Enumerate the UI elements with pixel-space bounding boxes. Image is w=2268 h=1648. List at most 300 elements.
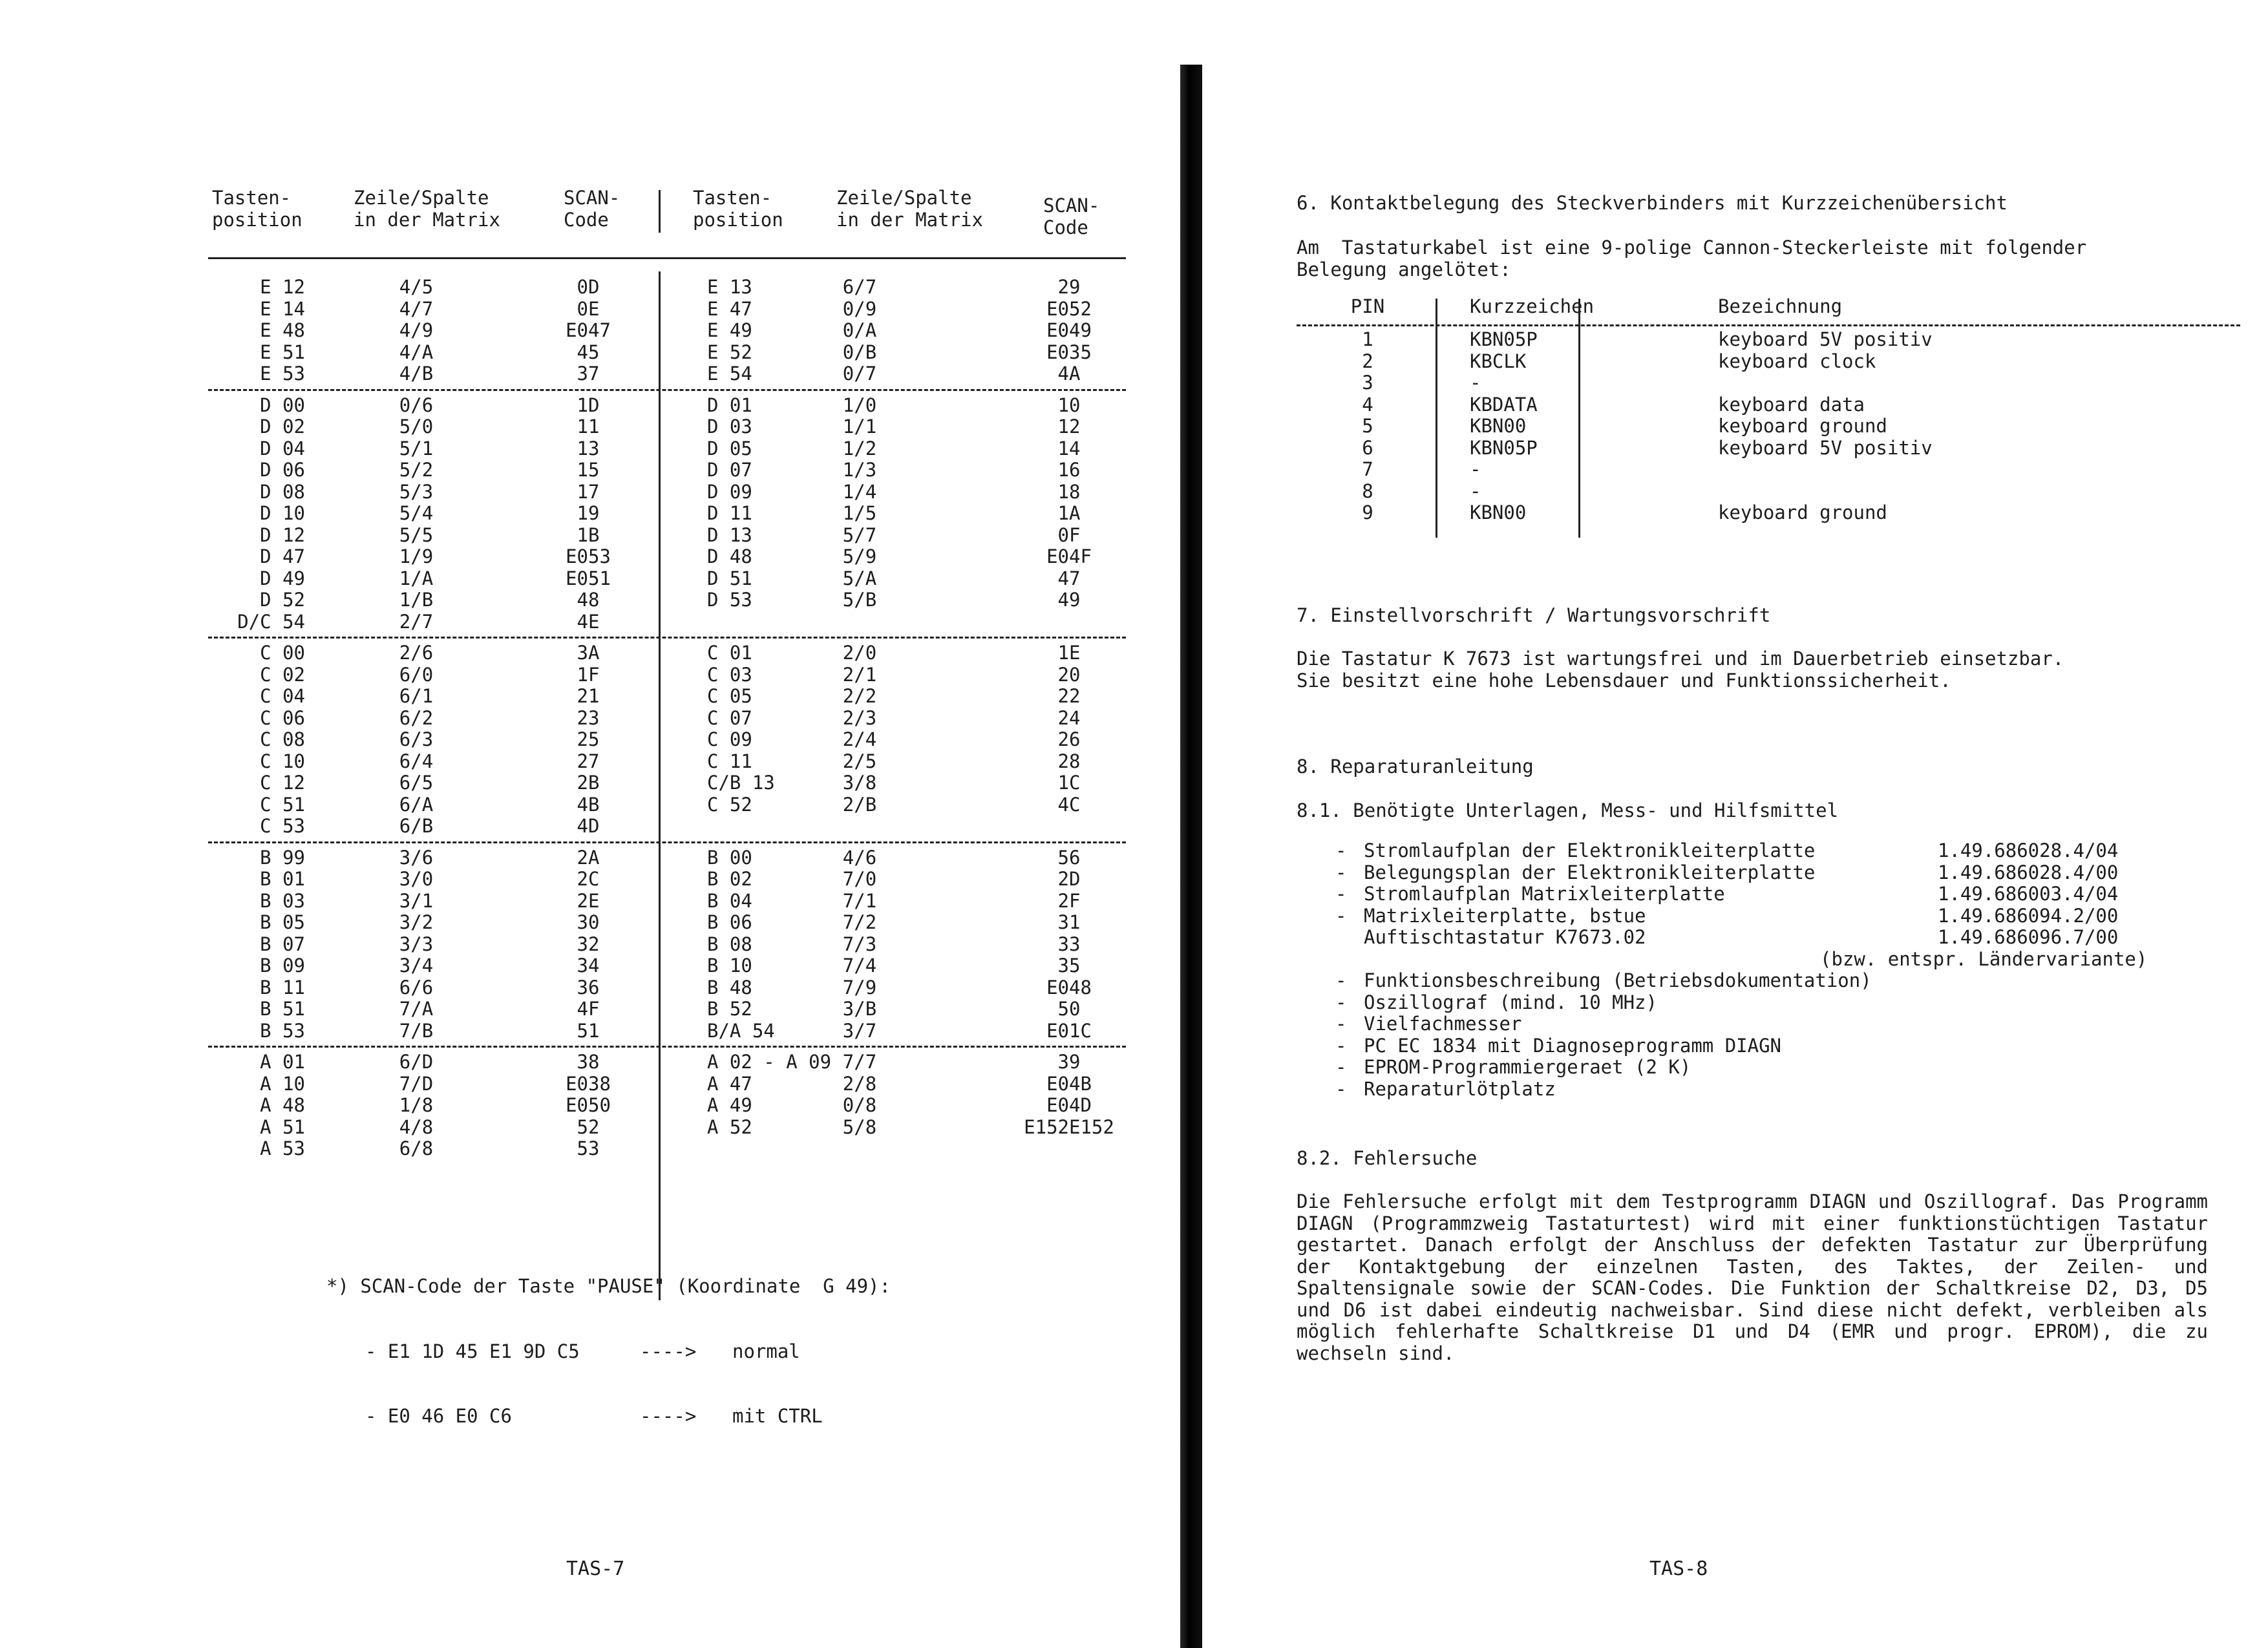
table-row bbox=[208, 546, 1126, 568]
table-row bbox=[208, 772, 1126, 794]
key-position-2: C 03 bbox=[707, 663, 752, 686]
key-position-2: C 01 bbox=[707, 642, 752, 664]
scan-code: 53 bbox=[577, 1137, 600, 1159]
matrix-position-2: 0/B bbox=[842, 341, 877, 363]
pin-header-bezeichnung: Bezeichnung bbox=[1718, 295, 1843, 317]
matrix-position-2: 1/2 bbox=[842, 437, 877, 460]
section-8-1-title: 8.1. Benötigte Unterlagen, Mess- und Hilfsmittel bbox=[1297, 799, 1839, 821]
pin-bezeichnung: keyboard 5V positiv bbox=[1718, 328, 1933, 350]
table-row bbox=[208, 816, 1126, 838]
scan-code-2: 4A bbox=[1057, 363, 1081, 385]
key-position-2: A 49 bbox=[707, 1094, 752, 1116]
pin-header-kurzzeichen: Kurzzeichen bbox=[1470, 295, 1595, 317]
key-position-2: D 01 bbox=[707, 394, 752, 416]
pin-row bbox=[1297, 481, 2240, 503]
table-row bbox=[208, 363, 1126, 385]
matrix-position: 1/9 bbox=[399, 545, 434, 567]
key-position: D 04 bbox=[260, 437, 305, 460]
table-group bbox=[208, 389, 1126, 633]
scan-code: 37 bbox=[577, 363, 600, 385]
key-position-2: B 52 bbox=[707, 998, 752, 1020]
scan-code-2: E052 bbox=[1046, 297, 1092, 320]
matrix-position-2: 1/0 bbox=[842, 394, 877, 416]
section-8-title: 8. Reparaturanleitung bbox=[1297, 755, 1534, 777]
section-8-2-title: 8.2. Fehlersuche bbox=[1297, 1147, 1478, 1169]
key-position: B 51 bbox=[260, 998, 305, 1020]
matrix-position: 6/B bbox=[399, 815, 434, 837]
variant-note: (bzw. entspr. Ländervariante) bbox=[1820, 947, 2148, 970]
scan-code: 19 bbox=[577, 502, 600, 524]
key-position-2: E 13 bbox=[707, 276, 752, 298]
table-row bbox=[208, 1138, 1126, 1160]
key-position-2: E 47 bbox=[707, 297, 752, 320]
key-position-2: B 08 bbox=[707, 933, 752, 955]
key-position: C 06 bbox=[260, 706, 305, 729]
matrix-position: 3/4 bbox=[399, 955, 434, 977]
pin-row bbox=[1297, 372, 2240, 394]
footnote-line-1: *) SCAN-Code der Taste "PAUSE" (Koordinate G 49): bbox=[326, 1275, 891, 1297]
key-position: E 12 bbox=[260, 276, 305, 298]
scan-code: 4D bbox=[577, 815, 600, 837]
scan-code-2: 35 bbox=[1057, 955, 1081, 977]
key-position-2: C 05 bbox=[707, 685, 752, 707]
pin-bezeichnung: keyboard data bbox=[1718, 393, 1865, 416]
key-position: B 11 bbox=[260, 976, 305, 998]
key-position: A 01 bbox=[260, 1051, 305, 1073]
scan-code: 30 bbox=[577, 911, 600, 933]
scan-code-2: 1E bbox=[1057, 642, 1081, 664]
table-row bbox=[208, 1073, 1126, 1095]
key-position: E 14 bbox=[260, 297, 305, 320]
list-dash: - bbox=[1335, 1013, 1347, 1035]
matrix-position: 6/1 bbox=[399, 685, 434, 707]
footnote-code-ctrl: - E0 46 E0 C6 bbox=[365, 1405, 512, 1427]
scan-code: 4E bbox=[577, 610, 600, 633]
scan-code: 2B bbox=[577, 772, 600, 794]
pin-kurzzeichen: KBN00 bbox=[1470, 415, 1527, 437]
key-position-2: D 11 bbox=[707, 502, 752, 524]
pin-number: 9 bbox=[1362, 502, 1373, 523]
key-position-2: C 07 bbox=[707, 706, 752, 729]
scan-code-2: 12 bbox=[1057, 416, 1081, 438]
scan-code: 15 bbox=[577, 459, 600, 481]
matrix-position: 3/0 bbox=[399, 868, 434, 890]
key-position: A 48 bbox=[260, 1094, 305, 1116]
matrix-position-2: 0/7 bbox=[842, 363, 877, 385]
scan-code: 17 bbox=[577, 480, 600, 503]
table-header bbox=[208, 187, 1126, 252]
matrix-position-2: 1/3 bbox=[842, 459, 877, 481]
matrix-position-2: 5/A bbox=[842, 567, 877, 589]
scan-code-2: 2D bbox=[1057, 868, 1081, 890]
header-scan-code: SCAN- Code bbox=[564, 187, 620, 231]
matrix-position-2: 2/1 bbox=[842, 663, 877, 686]
matrix-position-2: 7/7 bbox=[842, 1051, 877, 1073]
section-7-text: Die Tastatur K 7673 ist wartungsfrei und im Dauerbetrieb einsetzbar. Sie besitzt eine hohe Lebensdauer und Funktionssicherheit. bbox=[1297, 648, 2064, 692]
header-rule bbox=[208, 257, 1126, 259]
matrix-position-2: 0/A bbox=[842, 319, 877, 341]
key-position: B 53 bbox=[260, 1019, 305, 1042]
matrix-position: 6/D bbox=[399, 1051, 434, 1073]
pin-table-header bbox=[1297, 296, 2240, 322]
matrix-position-2: 7/9 bbox=[842, 976, 877, 998]
scan-code: 1F bbox=[577, 663, 600, 686]
tool-name: Funktionsbeschreibung (Betriebsdokumentation) bbox=[1364, 969, 1872, 991]
key-position-2: E 54 bbox=[707, 363, 752, 385]
key-position: C 12 bbox=[260, 772, 305, 794]
table-row bbox=[208, 503, 1126, 525]
key-position: D 00 bbox=[260, 394, 305, 416]
key-position: C 51 bbox=[260, 793, 305, 816]
pin-row bbox=[1297, 459, 2240, 481]
table-row bbox=[208, 320, 1126, 342]
scan-code-2: E04D bbox=[1046, 1094, 1092, 1116]
scan-code: 4F bbox=[577, 998, 600, 1020]
matrix-position: 6/0 bbox=[399, 663, 434, 686]
matrix-position-2: 2/5 bbox=[842, 750, 877, 772]
scan-code-2: 18 bbox=[1057, 480, 1081, 503]
table-body bbox=[208, 277, 1126, 1160]
matrix-position: 3/3 bbox=[399, 933, 434, 955]
key-position: A 10 bbox=[260, 1072, 305, 1095]
page-number-right: TAS-8 bbox=[1649, 1558, 1708, 1580]
matrix-position-2: 3/B bbox=[842, 998, 877, 1020]
scan-code: 36 bbox=[577, 976, 600, 998]
scan-code-2: 22 bbox=[1057, 685, 1081, 707]
key-position: E 53 bbox=[260, 363, 305, 385]
tool-name: Vielfachmesser bbox=[1364, 1013, 1522, 1035]
matrix-position: 1/8 bbox=[399, 1094, 434, 1116]
matrix-position-2: 7/4 bbox=[842, 955, 877, 977]
matrix-position-2: 5/7 bbox=[842, 523, 877, 546]
right-page bbox=[1202, 0, 2268, 1648]
table-row bbox=[208, 481, 1126, 503]
matrix-position: 3/1 bbox=[399, 889, 434, 912]
header-tastenposition-2: Tasten- position bbox=[693, 187, 783, 231]
matrix-position: 6/6 bbox=[399, 976, 434, 998]
table-group bbox=[208, 1046, 1126, 1160]
document-name: Auftischtastatur K7673.02 bbox=[1364, 926, 1646, 948]
key-position: C 10 bbox=[260, 750, 305, 772]
matrix-position: 4/9 bbox=[399, 319, 434, 341]
table-row bbox=[208, 460, 1126, 481]
list-dash: - bbox=[1335, 861, 1347, 883]
matrix-position: 7/B bbox=[399, 1019, 434, 1042]
scan-code: 1D bbox=[577, 394, 600, 416]
matrix-position-2: 1/4 bbox=[842, 480, 877, 503]
scan-code-2: E048 bbox=[1046, 976, 1092, 998]
key-position: C 00 bbox=[260, 642, 305, 664]
table-row bbox=[208, 869, 1126, 891]
key-position-2: D 07 bbox=[707, 459, 752, 481]
scan-code: 34 bbox=[577, 955, 600, 977]
scan-code-2: 0F bbox=[1057, 523, 1081, 546]
scan-code: E050 bbox=[566, 1094, 611, 1116]
table-row bbox=[208, 794, 1126, 816]
key-position: D 06 bbox=[260, 459, 305, 481]
scan-code: 2E bbox=[577, 889, 600, 912]
scan-code-2: 56 bbox=[1057, 846, 1081, 869]
key-position: C 53 bbox=[260, 815, 305, 837]
scan-code: 38 bbox=[577, 1051, 600, 1073]
matrix-position-2: 7/0 bbox=[842, 868, 877, 890]
scan-code-2: 33 bbox=[1057, 933, 1081, 955]
key-position-2: D 13 bbox=[707, 523, 752, 546]
document-name: Stromlaufplan Matrixleiterplatte bbox=[1364, 883, 1725, 905]
table-group bbox=[208, 277, 1126, 385]
pin-row bbox=[1297, 438, 2240, 460]
matrix-position: 2/6 bbox=[399, 642, 434, 664]
scan-code-2: 10 bbox=[1057, 394, 1081, 416]
table-row bbox=[208, 934, 1126, 956]
table-row bbox=[208, 1095, 1126, 1117]
key-position-2: E 52 bbox=[707, 341, 752, 363]
document-name: Matrixleiterplatte, bstue bbox=[1364, 904, 1646, 927]
matrix-position-2: 2/3 bbox=[842, 706, 877, 729]
key-position: B 05 bbox=[260, 911, 305, 933]
table-row bbox=[208, 955, 1126, 977]
document-number: 1.49.686003.4/04 bbox=[1938, 883, 2119, 905]
key-position-2: D 53 bbox=[707, 589, 752, 611]
key-position: E 48 bbox=[260, 319, 305, 341]
key-position-2: D 05 bbox=[707, 437, 752, 460]
key-position-2: C 52 bbox=[707, 793, 752, 816]
section-6-title: 6. Kontaktbelegung des Steckverbinders mit Kurzzeichenübersicht bbox=[1297, 192, 2008, 214]
key-position-2: A 52 bbox=[707, 1115, 752, 1138]
scan-code-2: 16 bbox=[1057, 459, 1081, 481]
matrix-position: 6/3 bbox=[399, 728, 434, 750]
scan-code: 0E bbox=[577, 297, 600, 320]
key-position-2: C/B 13 bbox=[707, 772, 775, 794]
matrix-position-2: 5/B bbox=[842, 589, 877, 611]
table-row bbox=[208, 1117, 1126, 1139]
table-row bbox=[208, 438, 1126, 460]
pin-number: 6 bbox=[1362, 436, 1373, 459]
key-position-2: D 09 bbox=[707, 480, 752, 503]
footnote-arrow-1: ----> bbox=[640, 1340, 697, 1362]
scan-code: 1B bbox=[577, 523, 600, 546]
matrix-position-2: 5/8 bbox=[842, 1115, 877, 1138]
pin-row bbox=[1297, 502, 2240, 524]
matrix-position-2: 3/7 bbox=[842, 1019, 877, 1042]
key-position: B 03 bbox=[260, 889, 305, 912]
scan-code: 21 bbox=[577, 685, 600, 707]
footnote-mode-ctrl: mit CTRL bbox=[732, 1405, 823, 1427]
key-position-2: D 51 bbox=[707, 567, 752, 589]
list-dash: - bbox=[1335, 991, 1347, 1013]
section-7-title: 7. Einstellvorschrift / Wartungsvorschrift bbox=[1297, 604, 1771, 626]
scan-code-2: 1A bbox=[1057, 502, 1081, 524]
pin-kurzzeichen: - bbox=[1470, 458, 1481, 480]
scan-code: 2C bbox=[577, 868, 600, 890]
header-tastenposition: Tasten- position bbox=[212, 187, 302, 231]
scan-code: 45 bbox=[577, 341, 600, 363]
scan-code-2: E035 bbox=[1046, 341, 1092, 363]
table-row bbox=[208, 342, 1126, 364]
document-number: 1.49.686094.2/00 bbox=[1938, 904, 2119, 927]
scan-code: 27 bbox=[577, 750, 600, 772]
matrix-position: 1/A bbox=[399, 567, 434, 589]
table-row bbox=[208, 642, 1126, 664]
scan-code: E047 bbox=[566, 319, 611, 341]
key-position-2: C 09 bbox=[707, 728, 752, 750]
matrix-position-2: 7/3 bbox=[842, 933, 877, 955]
table-row bbox=[208, 1020, 1126, 1042]
matrix-position-2: 2/4 bbox=[842, 728, 877, 750]
scan-code-2: 49 bbox=[1057, 589, 1081, 611]
matrix-position: 6/A bbox=[399, 793, 434, 816]
pin-table bbox=[1297, 296, 2240, 524]
scan-code: 4B bbox=[577, 793, 600, 816]
document-name: Stromlaufplan der Elektronikleiterplatte bbox=[1364, 840, 1816, 861]
table-row bbox=[208, 611, 1126, 633]
list-dash: - bbox=[1335, 1077, 1347, 1100]
matrix-position: 3/6 bbox=[399, 846, 434, 869]
scan-code-2: 39 bbox=[1057, 1051, 1081, 1073]
pin-number: 5 bbox=[1362, 415, 1373, 437]
document-number: 1.49.686096.7/00 bbox=[1938, 926, 2119, 948]
matrix-position-2: 0/9 bbox=[842, 297, 877, 320]
matrix-position-2: 2/0 bbox=[842, 642, 877, 664]
scan-code-2: E04B bbox=[1046, 1072, 1092, 1095]
pin-number: 7 bbox=[1362, 458, 1373, 480]
matrix-position: 5/2 bbox=[399, 459, 434, 481]
matrix-position-2: 7/1 bbox=[842, 889, 877, 912]
footnote bbox=[326, 1232, 891, 1471]
key-position-2: D 48 bbox=[707, 545, 752, 567]
key-position: B 07 bbox=[260, 933, 305, 955]
scan-code-2: 24 bbox=[1057, 706, 1081, 729]
matrix-position: 2/7 bbox=[399, 610, 434, 633]
table-row bbox=[208, 751, 1126, 773]
scan-code: E038 bbox=[566, 1072, 611, 1095]
scan-code-2: 20 bbox=[1057, 663, 1081, 686]
header-zeile-spalte-2: Zeile/Spalte in der Matrix bbox=[836, 187, 983, 231]
scan-code-2: E01C bbox=[1046, 1019, 1092, 1042]
footnote-mode-normal: normal bbox=[732, 1340, 800, 1362]
scan-code: 23 bbox=[577, 706, 600, 729]
scan-code: 13 bbox=[577, 437, 600, 460]
tool-name: Reparaturlötplatz bbox=[1364, 1077, 1556, 1100]
matrix-position-2: 7/2 bbox=[842, 911, 877, 933]
key-position-2: B 10 bbox=[707, 955, 752, 977]
table-row bbox=[208, 277, 1126, 299]
pin-number: 4 bbox=[1362, 393, 1373, 416]
table-row bbox=[208, 729, 1126, 751]
matrix-position-2: 0/8 bbox=[842, 1094, 877, 1116]
pin-kurzzeichen: KBN00 bbox=[1470, 502, 1527, 523]
scan-code-2: 14 bbox=[1057, 437, 1081, 460]
scan-code: 3A bbox=[577, 642, 600, 664]
matrix-position: 5/4 bbox=[399, 502, 434, 524]
key-position: C 04 bbox=[260, 685, 305, 707]
matrix-position: 4/A bbox=[399, 341, 434, 363]
matrix-position: 5/0 bbox=[399, 416, 434, 438]
matrix-position: 3/2 bbox=[399, 911, 434, 933]
pin-number: 8 bbox=[1362, 480, 1373, 502]
header-scan-code-2: SCAN- Code bbox=[1043, 195, 1100, 238]
key-position: C 02 bbox=[260, 663, 305, 686]
table-row bbox=[208, 395, 1126, 417]
scan-code-2: 50 bbox=[1057, 998, 1081, 1020]
table-group bbox=[208, 637, 1126, 838]
key-position: C 08 bbox=[260, 728, 305, 750]
key-position: B 99 bbox=[260, 846, 305, 869]
scan-code-2: 47 bbox=[1057, 567, 1081, 589]
scan-code-2: 26 bbox=[1057, 728, 1081, 750]
key-position: D 08 bbox=[260, 480, 305, 503]
document-number: 1.49.686028.4/00 bbox=[1938, 861, 2119, 883]
scan-code-2: 31 bbox=[1057, 911, 1081, 933]
table-row bbox=[208, 299, 1126, 321]
matrix-position: 4/B bbox=[399, 363, 434, 385]
key-position: D/C 54 bbox=[237, 610, 305, 633]
pin-header-pin: PIN bbox=[1350, 295, 1385, 317]
table-row bbox=[208, 912, 1126, 934]
key-position-2: C 11 bbox=[707, 750, 752, 772]
table-row bbox=[208, 891, 1126, 913]
matrix-position-2: 5/9 bbox=[842, 545, 877, 567]
matrix-position: 7/A bbox=[399, 998, 434, 1020]
key-position-2: E 49 bbox=[707, 319, 752, 341]
scan-code: 11 bbox=[577, 416, 600, 438]
key-position-2: A 47 bbox=[707, 1072, 752, 1095]
pin-row bbox=[1297, 329, 2240, 351]
key-position: A 51 bbox=[260, 1115, 305, 1138]
key-position: E 51 bbox=[260, 341, 305, 363]
scan-code-2: E049 bbox=[1046, 319, 1092, 341]
table-row bbox=[208, 708, 1126, 730]
page-number-left: TAS-7 bbox=[566, 1558, 625, 1580]
list-dash: - bbox=[1335, 883, 1347, 905]
key-position: D 12 bbox=[260, 523, 305, 546]
tool-name: PC EC 1834 mit Diagnoseprogramm DIAGN bbox=[1364, 1034, 1782, 1057]
list-dash: - bbox=[1335, 1034, 1347, 1057]
scan-code: E053 bbox=[566, 545, 611, 567]
list-dash: - bbox=[1335, 969, 1347, 991]
matrix-position: 0/6 bbox=[399, 394, 434, 416]
matrix-position-2: 1/1 bbox=[842, 416, 877, 438]
document-number: 1.49.686028.4/04 bbox=[1938, 840, 2119, 861]
table-row bbox=[208, 998, 1126, 1020]
matrix-position: 4/5 bbox=[399, 276, 434, 298]
matrix-position-2: 3/8 bbox=[842, 772, 877, 794]
key-position-2: A 02 - A 09 bbox=[707, 1051, 832, 1073]
matrix-position-2: 2/B bbox=[842, 793, 877, 816]
scan-code: 25 bbox=[577, 728, 600, 750]
matrix-position: 4/7 bbox=[399, 297, 434, 320]
matrix-position: 6/5 bbox=[399, 772, 434, 794]
scan-code-2: 1C bbox=[1057, 772, 1081, 794]
table-group bbox=[208, 841, 1126, 1042]
matrix-position-2: 1/5 bbox=[842, 502, 877, 524]
pin-bezeichnung: keyboard clock bbox=[1718, 350, 1876, 372]
table-row bbox=[208, 686, 1126, 708]
key-position: D 49 bbox=[260, 567, 305, 589]
pin-kurzzeichen: KBDATA bbox=[1470, 393, 1538, 416]
scan-code-2: 4C bbox=[1057, 793, 1081, 816]
footnote-code-normal: - E1 1D 45 E1 9D C5 bbox=[365, 1340, 580, 1362]
pin-bezeichnung: keyboard ground bbox=[1718, 502, 1887, 523]
scan-code-2: 29 bbox=[1057, 276, 1081, 298]
section-6-intro: Am Tastaturkabel ist eine 9-polige Cannon-Steckerleiste mit folgender Belegung angelötet: bbox=[1297, 237, 2087, 280]
table-row bbox=[208, 664, 1126, 686]
scan-code: 52 bbox=[577, 1115, 600, 1138]
matrix-position-2: 2/8 bbox=[842, 1072, 877, 1095]
key-position: B 01 bbox=[260, 868, 305, 890]
table-row bbox=[208, 977, 1126, 999]
key-position-2: B/A 54 bbox=[707, 1019, 775, 1042]
